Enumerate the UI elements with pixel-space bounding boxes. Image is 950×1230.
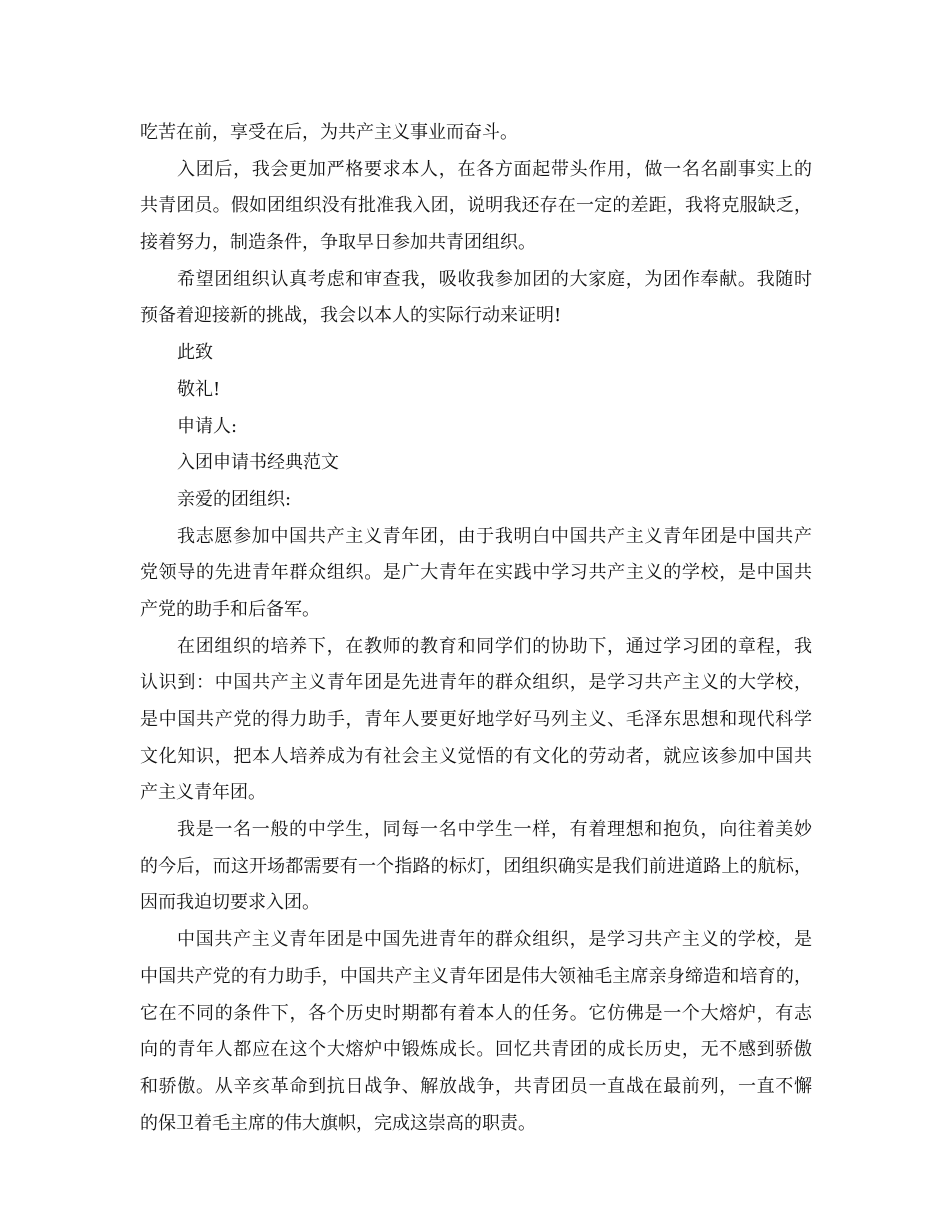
text-line: 入团申请书经典范文 (177, 452, 339, 474)
text-line: 共青团员。假如团组织没有批准我入团，说明我还存在一定的差距，我将克服缺乏， (140, 195, 812, 217)
text-line: 接着努力，制造条件，争取早日参加共青团组织。 (140, 232, 536, 254)
text-line: 的保卫着毛主席的伟大旗帜，完成这崇高的职责。 (140, 1112, 536, 1134)
text-line: 是中国共产党的得力助手，青年人要更好地学好马列主义、毛泽东思想和现代科学 (140, 709, 812, 730)
text-line: 因而我迫切要求入团。 (140, 892, 320, 914)
text-line: 文化知识，把本人培养成为有社会主义觉悟的有文化的劳动者，就应该参加中国共 (140, 745, 812, 767)
text-line: 它在不同的条件下，各个历史时期都有着本人的任务。它仿佛是一个大熔炉，有志 (140, 1002, 812, 1024)
text-line: 吃苦在前，享受在后，为共产主义事业而奋斗。 (140, 122, 518, 143)
text-line: 向的青年人都应在这个大熔炉中锻炼成长。回忆共青团的成长历史，无不感到骄傲 (140, 1039, 812, 1061)
text-line: 此致 (177, 342, 213, 364)
text-line: 入团后，我会更加严格要求本人，在各方面起带头作用，做一名名副事实上的 (177, 158, 812, 180)
text-line: 在团组织的培养下，在教师的教育和同学们的协助下，通过学习团的章程，我 (177, 635, 812, 657)
text-line: 我志愿参加中国共产主义青年团，由于我明白中国共产主义青年团是中国共产 (177, 525, 812, 547)
text-line: 和骄傲。从辛亥革命到抗日战争、解放战争，共青团员一直战在最前列，一直不懈 (140, 1075, 812, 1097)
text-line: 亲爱的团组织: (177, 488, 292, 510)
text-line: 中国共产主义青年团是中国先进青年的群众组织，是学习共产主义的学校，是 (177, 929, 812, 951)
text-line: 申请人: (177, 415, 238, 437)
text-line: 敬礼! (177, 378, 221, 400)
text-line: 中国共产党的有力助手，中国共产主义青年团是伟大领袖毛主席亲身缔造和培育的， (140, 965, 812, 987)
text-line: 产主义青年团。 (140, 782, 266, 804)
document-page (140, 115, 812, 1142)
text-line: 预备着迎接新的挑战，我会以本人的实际行动来证明! (140, 305, 562, 327)
text-line: 党领导的先进青年群众组织。是广大青年在实践中学习共产主义的学校，是中国共 (140, 562, 812, 584)
text-line: 产党的助手和后备军。 (140, 598, 320, 620)
text-line: 的今后，而这开场都需要有一个指路的标灯，团组织确实是我们前进道路上的航标， (140, 855, 812, 877)
text-line: 我是一名一般的中学生，同每一名中学生一样，有着理想和抱负，向往着美妙 (177, 819, 812, 841)
text-line: 希望团组织认真考虑和审查我，吸收我参加团的大家庭，为团作奉献。我随时 (177, 268, 812, 290)
text-line: 认识到：中国共产主义青年团是先进青年的群众组织，是学习共产主义的大学校， (140, 672, 812, 694)
